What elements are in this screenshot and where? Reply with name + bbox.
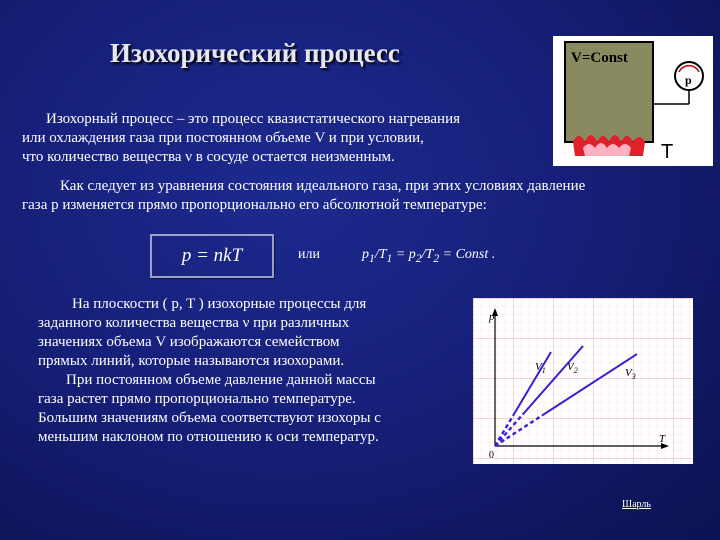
origin-label: 0 [489,450,494,461]
intro-line: Изохорный процесс – это процесс квазистатического нагревания [46,111,461,127]
temperature-label: T [661,141,674,163]
v1-label: $V_1$ [535,361,546,375]
ratio-sub: 2 [433,251,440,265]
v2-label: $V_2$ [567,361,578,375]
formula-box [150,234,274,278]
lower-line: заданного количества вещества ν при различных [38,315,350,331]
v3-label: $V_3$ [625,367,636,381]
ratio-sub: 1 [369,251,375,265]
y-axis-label: p [489,311,495,323]
vessel-illustration [553,36,713,166]
intro2-paragraph [22,177,642,215]
ratio-part: p [362,247,369,262]
intro-line: или охлаждения газа при постоянном объеме V и при условии, [22,130,424,146]
lower-line: значениях объема V изображаются семейством [38,334,340,350]
x-axis-label: T [659,433,666,445]
lower-line: прямых линий, которые называются изохорами. [38,353,345,369]
or-text: или [298,247,320,262]
page-title: Изохорический процесс [110,38,400,68]
intro2-line: газа p изменяется прямо пропорционально его абсолютной температуре: [22,197,487,213]
lower-paragraph [38,295,458,447]
ratio-part: /T [421,247,434,262]
lower-line: меньшим наклоном по отношению к оси температур. [38,429,379,445]
formula-text: p = nkT [181,245,243,266]
ratio-formula [362,247,495,265]
intro-paragraph [22,110,552,167]
isochore-graph [473,298,693,464]
intro-line: что количество вещества ν в сосуде остается неизменным. [22,149,395,165]
gauge-label: p [685,73,692,87]
ratio-sub: 1 [386,251,393,265]
lower-line: На плоскости ( p, T ) изохорные процессы для [72,296,367,312]
charles-link[interactable]: Шарль [622,499,651,510]
ratio-part: = p [392,247,416,262]
lower-line: газа растет прямо пропорционально температуре. [38,391,356,407]
vessel-label: V=Const [571,50,628,66]
ratio-sub: 2 [415,251,422,265]
intro2-line: Как следует из уравнения состояния идеального газа, при этих условиях давление [60,178,586,194]
ratio-part: = Const . [439,247,496,262]
lower-line: Большим значениям объема соответствуют изохоры с [38,410,381,426]
lower-line: При постоянном объеме давление данной массы [66,372,376,388]
ratio-part: /T [374,247,387,262]
